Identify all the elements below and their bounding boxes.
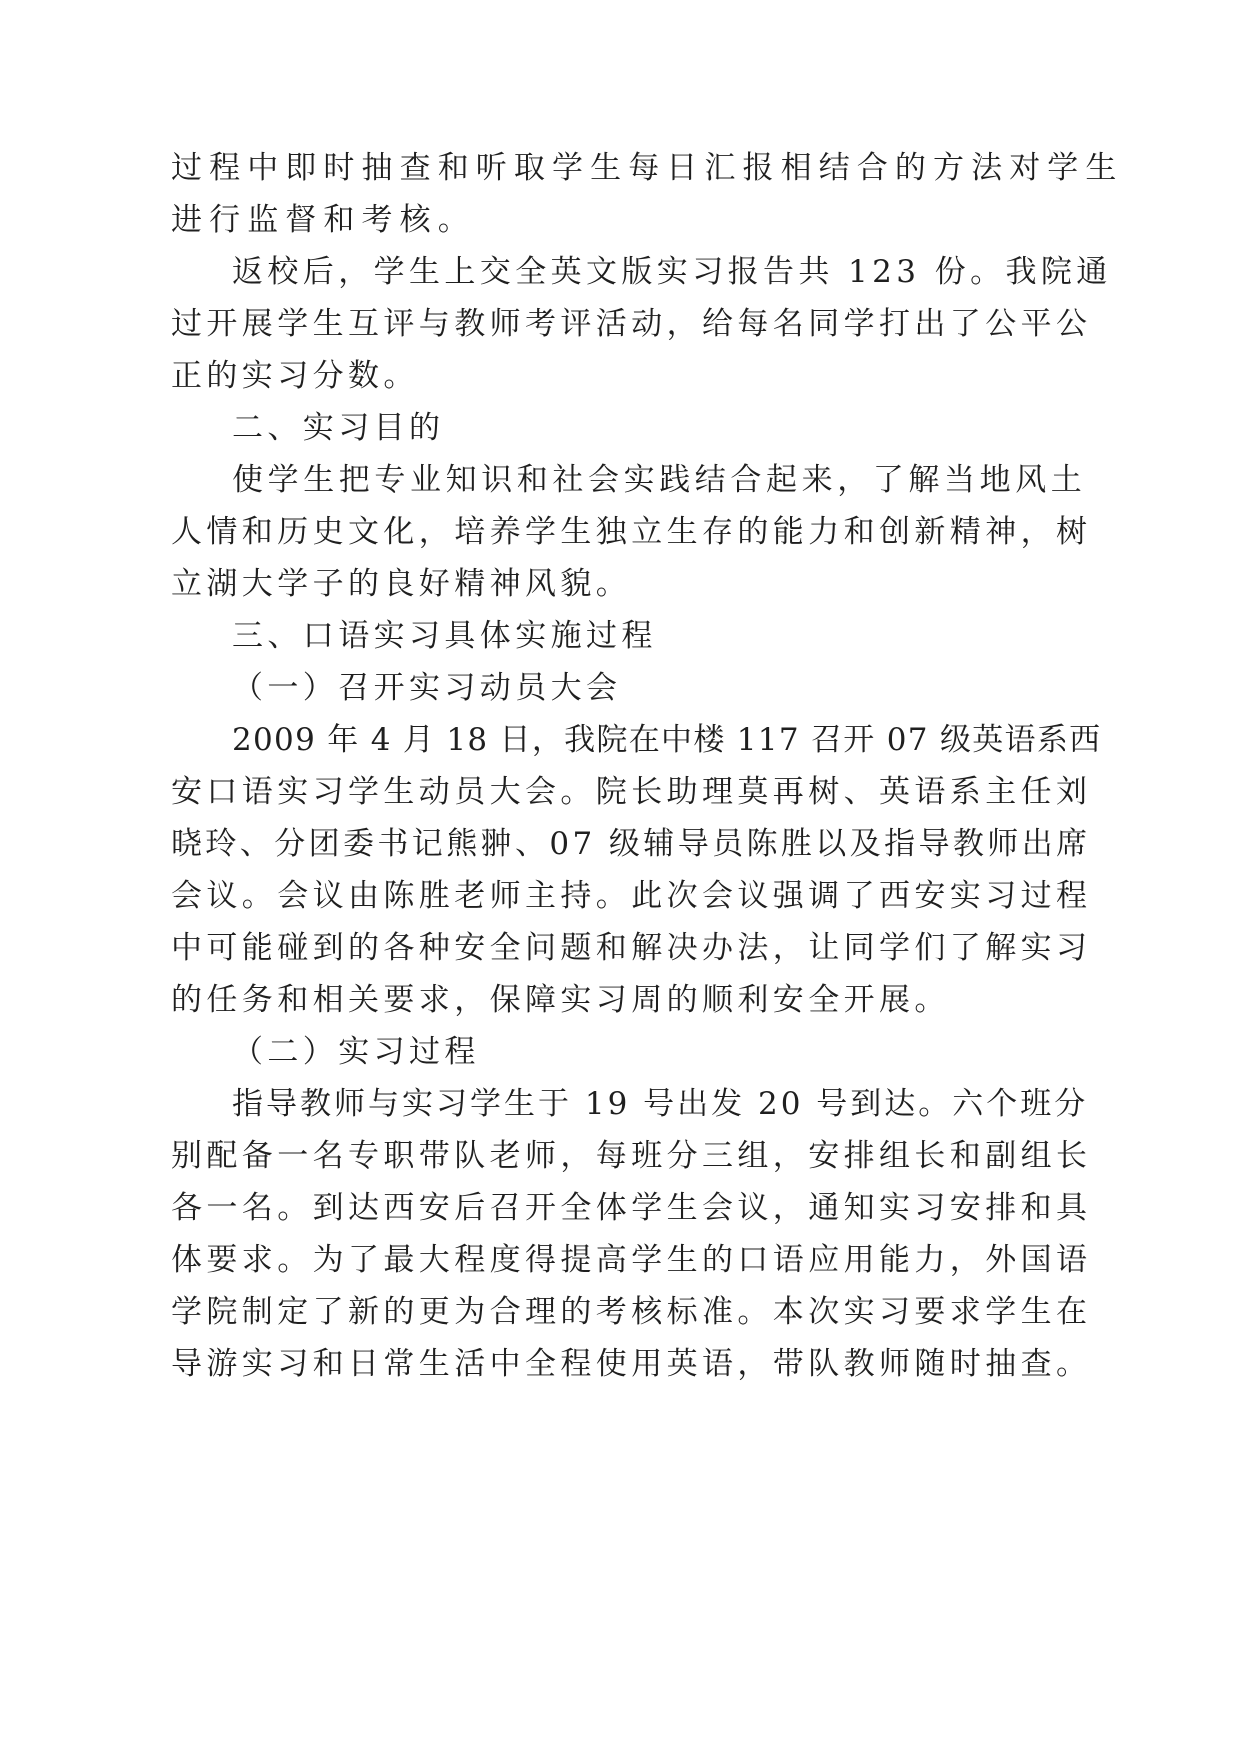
section-heading-3: 三、口语实习具体实施过程 <box>232 618 657 654</box>
text-line-12: 2009 年 4 月 18 日，我院在中楼 117 召开 07 级英语系西 <box>232 722 1102 758</box>
text-line-15: 会议。会议由陈胜老师主持。此次会议强调了西安实习过程 <box>171 878 1092 914</box>
text-line-7: 使学生把专业知识和社会实践结合起来，了解当地风土 <box>232 462 1087 498</box>
text-line-24: 导游实习和日常生活中全程使用英语，带队教师随时抽查。 <box>171 1346 1092 1382</box>
text-line-16: 中可能碰到的各种安全问题和解决办法，让同学们了解实习 <box>171 930 1092 966</box>
text-line-19: 指导教师与实习学生于 19 号出发 20 号到达。六个班分 <box>232 1086 1089 1122</box>
section-heading-2: 二、实习目的 <box>232 410 445 446</box>
subsection-heading-1: （一）召开实习动员大会 <box>232 670 622 706</box>
text-line-4: 过开展学生互评与教师考评活动，给每名同学打出了公平公 <box>171 306 1092 342</box>
text-line-8: 人情和历史文化，培养学生独立生存的能力和创新精神，树 <box>171 514 1092 550</box>
text-line-21: 各一名。到达西安后召开全体学生会议，通知实习安排和具 <box>171 1190 1092 1226</box>
text-line-20: 别配备一名专职带队老师，每班分三组，安排组长和副组长 <box>171 1138 1092 1174</box>
text-line-13: 安口语实习学生动员大会。院长助理莫再树、英语系主任刘 <box>171 774 1092 810</box>
text-line-5: 正的实习分数。 <box>171 358 419 394</box>
text-line-17: 的任务和相关要求，保障实习周的顺利安全开展。 <box>171 982 950 1018</box>
text-line-23: 学院制定了新的更为合理的考核标准。本次实习要求学生在 <box>171 1294 1092 1330</box>
text-line-22: 体要求。为了最大程度得提高学生的口语应用能力，外国语 <box>171 1242 1092 1278</box>
text-line-3: 返校后，学生上交全英文版实习报告共 123 份。我院通 <box>232 254 1112 290</box>
subsection-heading-2: （二）实习过程 <box>232 1034 480 1070</box>
text-line-9: 立湖大学子的良好精神风貌。 <box>171 566 632 602</box>
text-line-2: 进行监督和考核。 <box>171 202 476 238</box>
text-line-14: 晓玲、分团委书记熊翀、07 级辅导员陈胜以及指导教师出席 <box>171 826 1091 862</box>
text-line-1: 过程中即时抽查和听取学生每日汇报相结合的方法对学生 <box>171 150 1124 186</box>
